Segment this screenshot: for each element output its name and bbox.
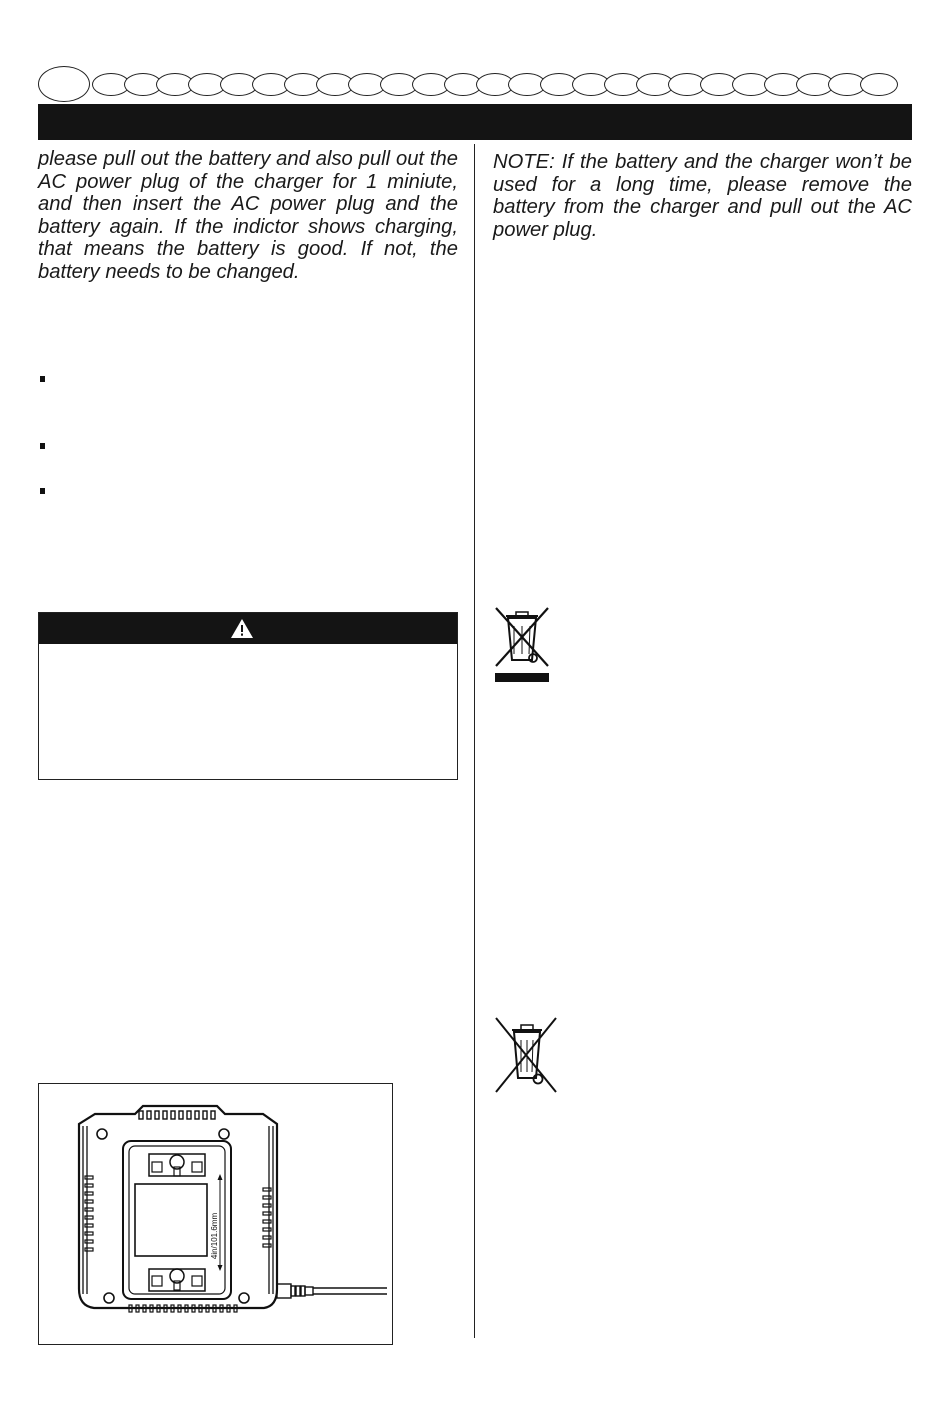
crossed-out-bin-icon: [490, 1016, 562, 1094]
warning-header: [39, 613, 457, 644]
language-selector-strip: [38, 66, 912, 102]
bullet-marker: [40, 443, 45, 449]
dimension-label: 4in/101.6mm: [210, 1212, 219, 1260]
charger-back-illustration: [39, 1084, 394, 1346]
charger-figure: [38, 1083, 393, 1345]
bullet-marker: [40, 488, 45, 494]
storage-note: NOTE: If the battery and the charger won’t be used for a long time, please remove the battery from the charger and pull out the AC power plug.: [493, 151, 912, 241]
battery-check-paragraph: please pull out the battery and also pull out the AC power plug of the charger for 1 miniute, and then insert the AC power plug and the battery again. If the indictor shows charging, that means the battery is good. If not, the battery needs to be changed.: [38, 148, 458, 283]
bullet-marker: [40, 376, 45, 382]
crossed-out-bin-with-bar-icon: [492, 604, 552, 684]
warning-triangle-icon: [230, 618, 254, 639]
warning-box: [38, 612, 458, 780]
column-divider: [474, 144, 475, 1338]
language-oval: [860, 73, 898, 96]
section-title-bar: [38, 104, 912, 140]
language-oval-active: [38, 66, 90, 102]
